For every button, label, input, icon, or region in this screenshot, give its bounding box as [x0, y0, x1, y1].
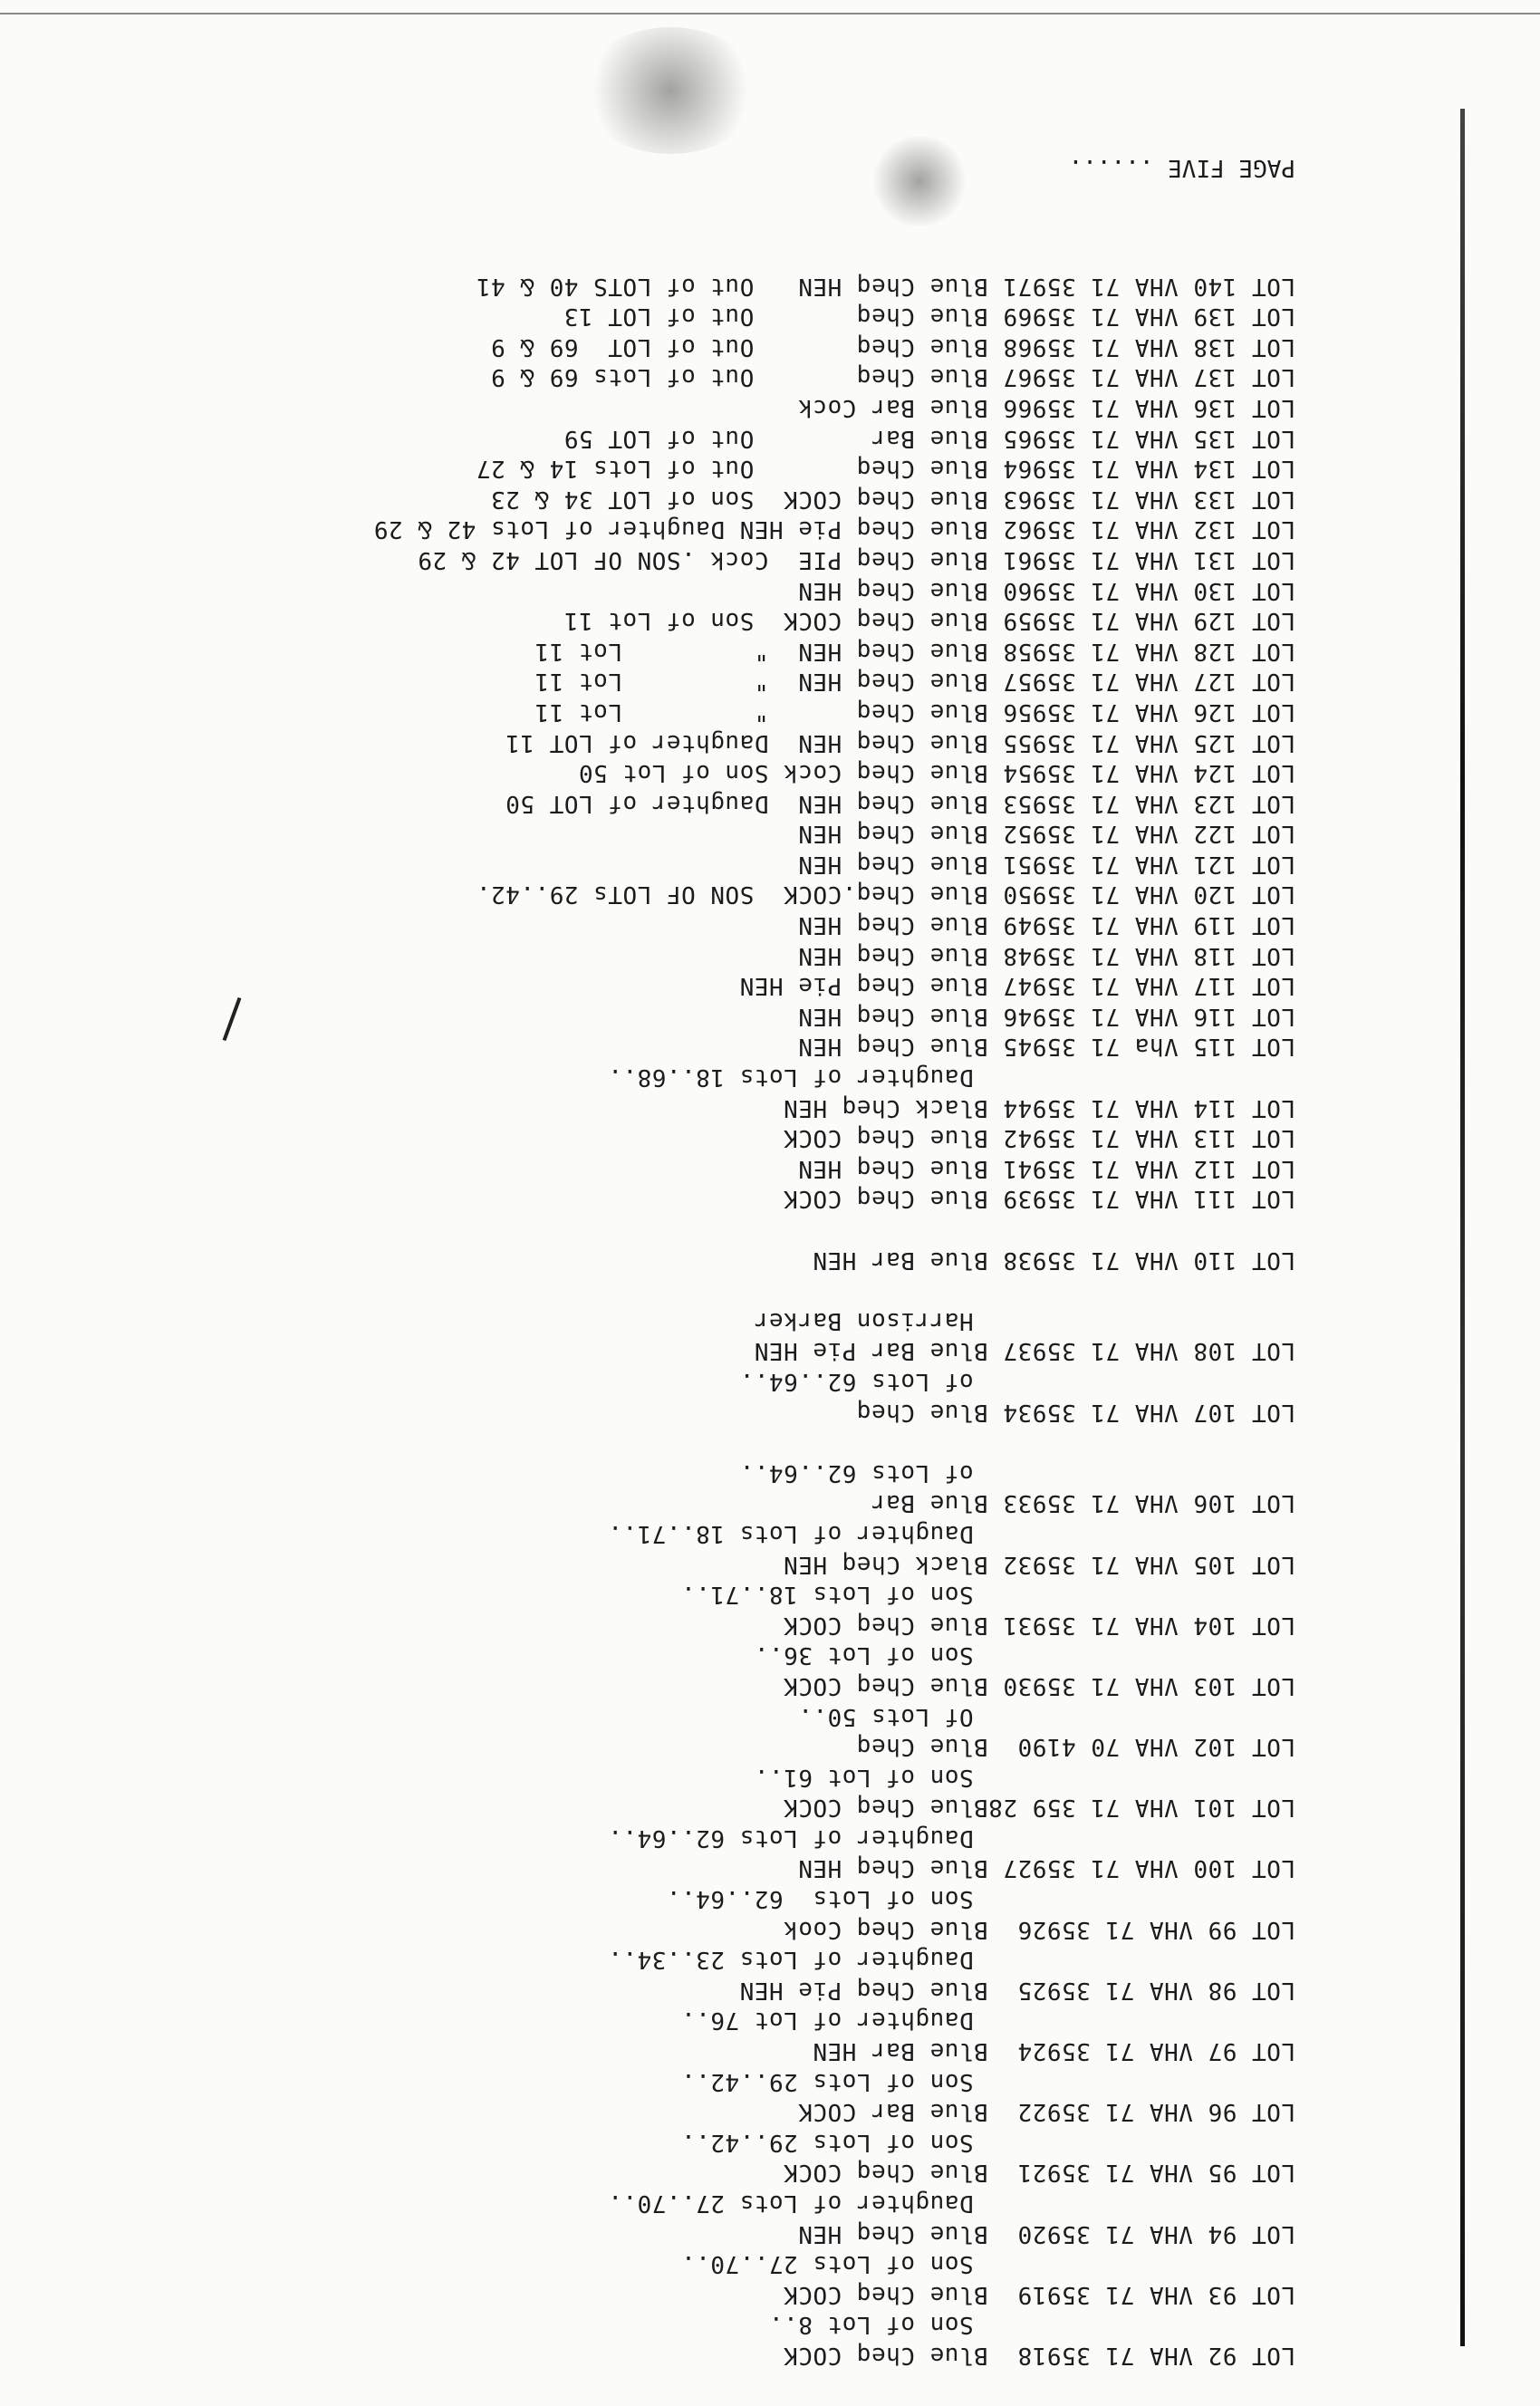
lot-line: LOT 140 VHA 71 35971 Blue Cheq HEN Out of LOTS 40 & 41	[476, 272, 1295, 300]
lot-line: LOT 99 VHA 71 35926 Blue Cheq Cook	[783, 1915, 1295, 1943]
lot-line: Daughter of Lots 62..64..	[607, 1824, 1295, 1852]
blank-line	[118, 1275, 1295, 1305]
lot-line: LOT 103 VHA 71 35930 Blue Cheq COCK	[783, 1671, 1295, 1699]
lot-line: LOT 101 VHA 71 359 28Blue Cheq COCK	[783, 1794, 1295, 1822]
lot-line: LOT 122 VHA 71 35952 Blue Cheq HEN	[797, 820, 1295, 848]
lot-line: LOT 135 VHA 71 35965 Blue Bar Out of LOT 59	[563, 424, 1295, 452]
lot-line: LOT 111 VHA 71 35939 Blue Cheq COCK	[783, 1185, 1295, 1213]
lot-line: LOT 112 VHA 71 35941 Blue Cheq HEN	[797, 1154, 1295, 1182]
lot-line: LOT 138 VHA 71 35968 Blue Cheq Out of LOT 69 & 9	[490, 332, 1295, 361]
lot-line: Son of Lots 29..42..	[680, 2067, 1295, 2095]
lot-line: LOT 132 VHA 71 35962 Blue Cheq Pie HEN Daughter of Lots 42 & 29	[373, 515, 1295, 544]
lot-line: Son of Lot 61..	[754, 1763, 1295, 1791]
lot-line: LOT 107 VHA 71 35934 Blue Cheq	[856, 1398, 1295, 1426]
lot-line: Son of Lots 29..42..	[680, 2128, 1295, 2156]
page-footer: PAGE FIVE ......	[1068, 154, 1295, 181]
lot-line: LOT 131 VHA 71 35961 Blue Cheq PIE Cock .SON OF LOT 42 & 29	[417, 545, 1295, 573]
lot-line: LOT 105 VHA 71 35932 Black Cheq HEN	[783, 1550, 1295, 1578]
lot-line: LOT 108 VHA 71 35937 Blue Bar Pie HEN	[754, 1337, 1295, 1365]
lot-line: Daughter of Lots 18..71..	[607, 1519, 1295, 1547]
lot-line: LOT 113 VHA 71 35942 Blue Cheq COCK	[783, 1124, 1295, 1152]
lot-line: LOT 96 VHA 71 35922 Blue Bar COCK	[797, 2098, 1295, 2126]
lot-line: LOT 120 VHA 71 35950 Blue Cheq.COCK SON OF LOTs 29..42.	[476, 881, 1295, 909]
lot-line: Daughter of Lots 27..70..	[607, 2189, 1295, 2218]
lot-line: LOT 117 VHA 71 35947 Blue Cheq Pie HEN	[739, 972, 1295, 1000]
lot-line: LOT 128 VHA 71 35958 Blue Cheq HEN " Lot 11	[534, 637, 1295, 665]
lot-line: Of Lots 50..	[797, 1702, 1295, 1730]
lot-line: Daughter of Lots 23..34..	[607, 1946, 1295, 1974]
lot-line: LOT 93 VHA 71 35919 Blue Cheq COCK	[783, 2280, 1295, 2308]
lot-line: LOT 137 VHA 71 35967 Blue Cheq Out of Lots 69 & 9	[490, 363, 1295, 391]
lot-line: LOT 104 VHA 71 35931 Blue Cheq COCK	[783, 1611, 1295, 1639]
lot-line: Son of Lots 18..71..	[680, 1581, 1295, 1609]
lot-line: LOT 102 VHA 70 4190 Blue Cheq	[856, 1733, 1295, 1761]
lot-line: LOT 134 VHA 71 35964 Blue Cheq Out of Lots 14 & 27	[476, 455, 1295, 483]
lot-line: LOT 94 VHA 71 35920 Blue Cheq HEN	[797, 2219, 1295, 2247]
lot-line: LOT 98 VHA 71 35925 Blue Cheq Pie HEN	[739, 1976, 1295, 2004]
lot-line: LOT 124 VHA 71 35954 Blue Cheq Cock Son of Lot 50	[578, 759, 1295, 787]
lot-line: LOT 129 VHA 71 35959 Blue Cheq COCK Son of Lot 11	[563, 607, 1295, 635]
lot-line: LOT 127 VHA 71 35957 Blue Cheq HEN " Lot 11	[534, 668, 1295, 696]
lot-line: LOT 95 VHA 71 35921 Blue Cheq COCK	[783, 2159, 1295, 2187]
lot-line: LOT 106 VHA 71 35933 Blue Bar	[871, 1489, 1295, 1517]
lot-line: Son of Lot 36..	[754, 1641, 1295, 1670]
lot-line: Son of Lot 8..	[768, 2311, 1295, 2339]
lot-line: LOT 97 VHA 71 35924 Blue Bar HEN	[812, 2037, 1295, 2065]
lot-line: Harrison Barker	[754, 1306, 1295, 1334]
lot-line: of Lots 62..64..	[739, 1458, 1295, 1487]
lot-line: LOT 115 Vha 71 35945 Blue Cheq HEN	[797, 1033, 1295, 1061]
lot-line: Daughter of Lot 76..	[680, 2007, 1295, 2035]
lot-line: LOT 126 VHA 71 35956 Blue Cheq " Lot 11	[534, 698, 1295, 726]
lot-line: LOT 121 VHA 71 35951 Blue Cheq HEN	[797, 850, 1295, 878]
lot-list	[118, 270, 1295, 2370]
lot-line: LOT 139 VHA 71 35969 Blue Cheq Out of LOT 13	[563, 303, 1295, 331]
lot-line: LOT 118 VHA 71 35948 Blue Cheq HEN	[797, 941, 1295, 969]
blank-line	[118, 1427, 1295, 1458]
lot-line: Son of Lots 62..64..	[666, 1885, 1295, 1913]
lot-line: LOT 125 VHA 71 35955 Blue Cheq HEN Daughter of LOT 11	[505, 728, 1295, 756]
lot-line: LOT 92 VHA 71 35918 Blue Cheq COCK	[783, 2342, 1295, 2369]
lot-line: LOT 119 VHA 71 35949 Blue Cheq HEN	[797, 911, 1295, 939]
lot-line: LOT 123 VHA 71 35953 Blue Cheq HEN Daughter of LOT 50	[505, 789, 1295, 817]
lot-line: LOT 100 VHA 71 35927 Blue Cheq HEN	[797, 1854, 1295, 1882]
blank-line	[118, 1213, 1295, 1244]
lot-line: Daughter of Lots 18..68..	[607, 1063, 1295, 1092]
lot-line: LOT 133 VHA 71 35963 Blue Cheq COCK Son of LOT 34 & 23	[490, 485, 1295, 513]
lot-line: LOT 116 VHA 71 35946 Blue Cheq HEN	[797, 1002, 1295, 1030]
lot-line: LOT 114 VHA 71 35944 Black Cheq HEN	[783, 1093, 1295, 1121]
lot-line: of Lots 62..64..	[739, 1368, 1295, 1395]
lot-line: LOT 110 VHA 71 35938 Blue Bar HEN	[812, 1246, 1295, 1274]
lot-line: LOT 130 VHA 71 35960 Blue Cheq HEN	[797, 576, 1295, 604]
lot-line: Son of Lots 27..70..	[680, 2250, 1295, 2278]
lot-line: LOT 136 VHA 71 35966 Blue Bar Cock	[797, 394, 1295, 421]
